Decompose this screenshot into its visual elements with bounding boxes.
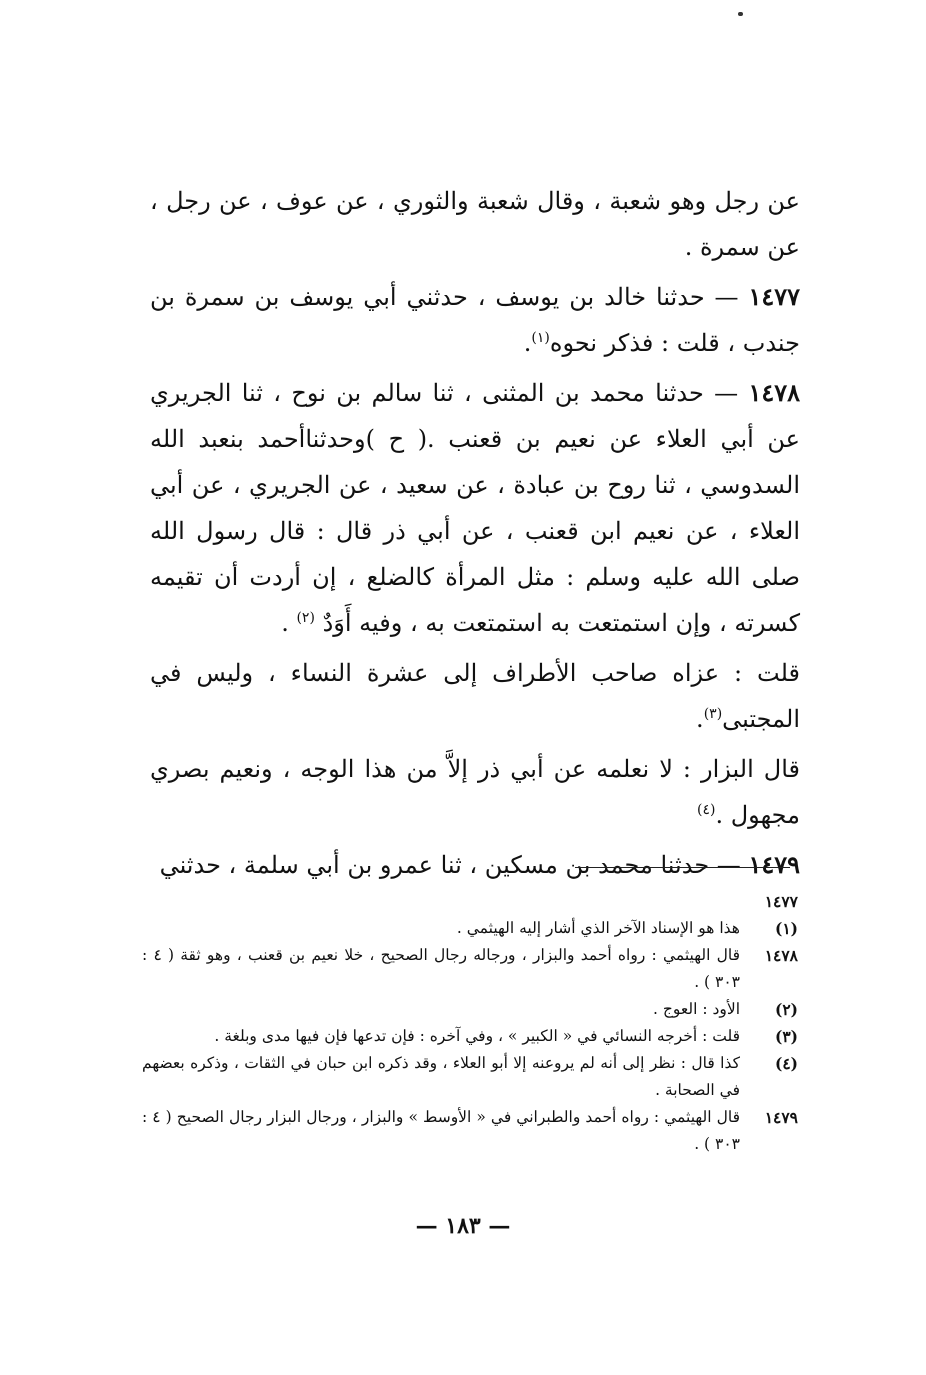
hadith-1477: ١٤٧٧ — حدثنا خالد بن يوسف ، حدثني أبي يوسف بن سمرة بن جندب ، قلت : فذكر نحوه$^{(١)}$. — [150, 282, 801, 357]
footnote-group-1479 — [142, 1104, 798, 1158]
footnote-label: ١٤٧٩ — [764, 1108, 798, 1127]
footnote-text: الأود : العوج . — [653, 1000, 740, 1018]
paragraph-text: — حدثنا محمد بن مسكين ، ثنا عمرو بن أبي سلمة ، حدثني — [159, 851, 741, 879]
main-text — [150, 178, 800, 892]
paragraph-text: قلت : عزاه صاحب الأطراف إلى عشرة النساء ، وليس في المجتبى — [150, 659, 800, 733]
footnote-label: (١) — [774, 919, 798, 938]
footnote-label: (٣) — [774, 1027, 798, 1046]
footnote-label: (٢) — [774, 1000, 798, 1019]
footnote-4 — [142, 1050, 798, 1104]
paragraph-note: قلت : عزاه صاحب الأطراف إلى عشرة النساء ، وليس في المجتبى$^{(٣)}$. — [150, 659, 800, 733]
paragraph-text: — حدثنا خالد بن يوسف ، حدثني أبي يوسف بن سمرة بن جندب ، قلت : فذكر نحوه — [150, 283, 800, 357]
footnote-3 — [142, 1023, 798, 1050]
paragraph-text: — حدثنا محمد بن المثنى ، ثنا سالم بن نوح ، ثنا الجريري عن أبي العلاء عن نعيم بن قعنب .( ح )وحدثناأحمد بنعبد الله السدوسي ، ثنا روح بن عبادة ، عن سعيد ، عن الجريري ، عن أبي العلاء ، عن نعيم ابن قعنب ، عن أبي ذر قال : قال رسول الله صلى الله عليه وسلم : مثل المرأة كالضلع ، إن أردت أن تقيمه كسرته ، وإن استمتعت به استمتعت به ، وفيه أَوَدٌ — [150, 379, 800, 637]
page-number: — ١٨٣ — — [415, 1213, 511, 1239]
ink-speck — [738, 12, 743, 16]
footnote-text: كذا قال : نظر إلى أنه لم يروعنه إلا أبو العلاء ، وقد ذكره ابن حبان في الثقات ، وذكره بعضهم في الصحابة . — [142, 1054, 740, 1099]
footnote-label: ١٤٧٨ — [764, 946, 798, 965]
footnote-text: قلت : أخرجه النسائي في « الكبير » ، وفي آخره : فإن تدعها فإن فيها مدى وبلغة . — [214, 1027, 740, 1045]
paragraph-continuation — [150, 178, 800, 270]
footnotes — [142, 888, 798, 1158]
footnote-group-1478 — [142, 942, 798, 996]
footnote-marker: (٣) — [703, 706, 723, 722]
hadith-number: ١٤٧٩ — [748, 850, 800, 879]
footnote-marker: (٤) — [697, 802, 716, 818]
hadith-1479 — [150, 842, 800, 888]
footnote-1 — [142, 915, 798, 942]
footnote-separator — [575, 867, 790, 868]
footnote-text: قال الهيثمي : رواه أحمد والبزار ، ورجاله رجال الصحيح ، خلا نعيم بن قعنب ، وهو ثقة ( ٤ : ٣٠٣ ) . — [142, 946, 740, 991]
footnote-text: قال الهيثمي : رواه أحمد والطبراني في « الأوسط » والبزار ، ورجال البزار رجال الصحيح ( ٤ : ٣٠٣ ) . — [142, 1108, 740, 1153]
footnote-2 — [142, 996, 798, 1023]
footnote-text: هذا هو الإسناد الآخر الذي أشار إليه الهيثمي . — [456, 919, 740, 937]
paragraph-bazzar — [150, 746, 800, 838]
paragraph-text: عن رجل وهو شعبة ، وقال شعبة والثوري ، عن عوف ، عن رجل ، عن سمرة . — [150, 187, 800, 261]
footnote-marker: (٢) — [296, 610, 315, 626]
hadith-number: ١٤٧٧ — [748, 282, 801, 311]
footnote-marker: (١) — [531, 330, 550, 346]
footnote-group-1477 — [142, 888, 798, 915]
footnote-label: ١٤٧٧ — [764, 892, 798, 911]
footnote-label: (٤) — [774, 1054, 798, 1073]
paragraph-text: قال البزار : لا نعلمه عن أبي ذر إلاَّ من هذا الوجه ، ونعيم بصري مجهول . — [150, 755, 800, 829]
hadith-number: ١٤٧٨ — [748, 378, 800, 407]
hadith-1478: ١٤٧٨ — حدثنا محمد بن المثنى ، ثنا سالم بن نوح ، ثنا الجريري عن أبي العلاء عن نعيم بن قعنب .( ح )وحدثناأحمد بنعبد الله السدوسي ، ثنا روح بن عبادة ، عن سعيد ، عن الجريري ، عن أبي العلاء ، عن نعيم ابن قعنب ، عن أبي ذر قال : قال رسول الله صلى الله عليه وسلم : مثل المرأة كالضلع ، إن أردت أن تقيمه كسرته ، وإن استمتعت به استمتعت به ، وفيه أَوَدٌ $^{(٢)}$ . — [150, 378, 800, 637]
